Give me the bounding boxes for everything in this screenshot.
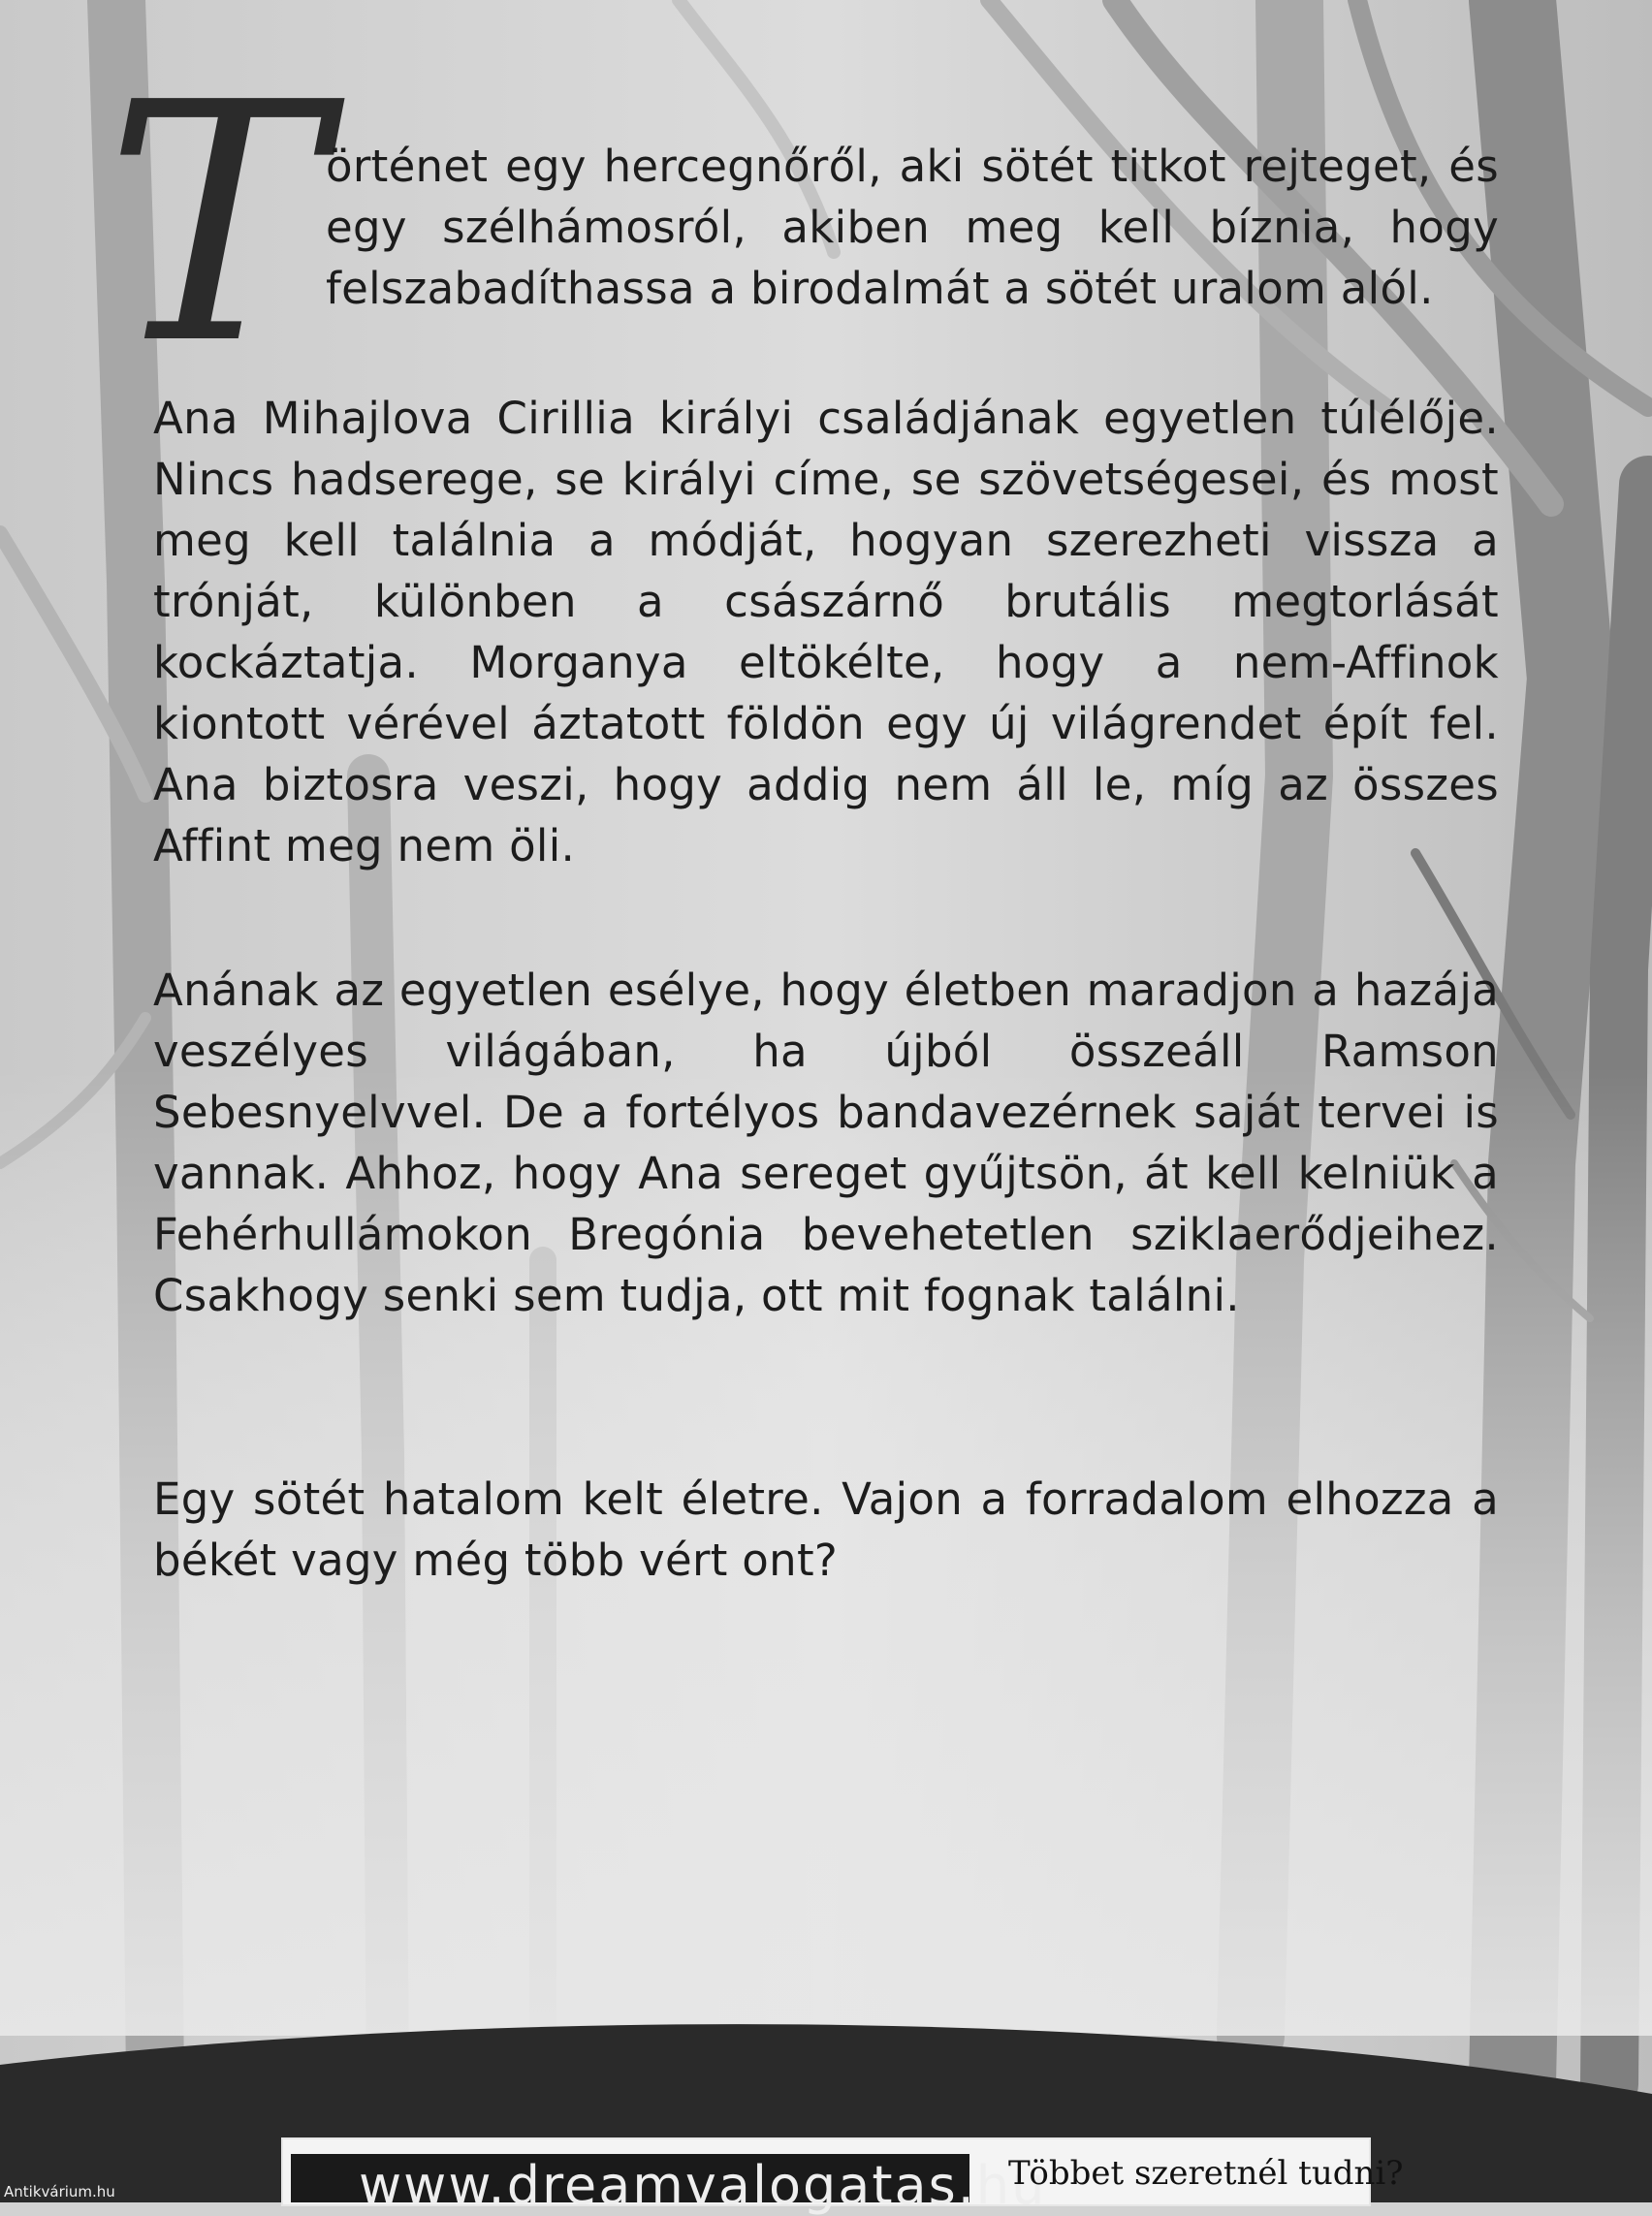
blurb-paragraph-1: örténet egy hercegnőről, aki sötét titkot rejteget, és egy szélhámosról, akiben meg kell bíznia, hogy felszabadíthassa a birodalmát a sötét uralom alól. [326, 141, 1499, 314]
more-info-text: Többet szeretnél tudni? [1008, 2154, 1404, 2193]
website-url: www.dreamvalogatas.hu [359, 2155, 1047, 2216]
blurb-paragraph-3: Anának az egyetlen esélye, hogy életben maradjon a hazája veszélyes világában, ha újból összeáll Ramson Sebesnyelvvel. De a fortélyos bandavezérnek saját tervei is vannak. Ahhoz, hogy Ana sereget gyűjtsön, át kell kelniük a Fehérhullámokon Bregónia bevehetetlen sziklaerődjeihez. Csakhogy senki sem tudja, ott mit fognak találni. [153, 965, 1499, 1321]
blurb-paragraph-4: Egy sötét hatalom kelt életre. Vajon a forradalom elhozza a békét vagy még több vért ont? [153, 1473, 1499, 1586]
dropcap-letter: T [105, 33, 325, 417]
watermark: Antikvárium.hu [4, 2183, 115, 2200]
website-banner [291, 2154, 1047, 2216]
blurb-paragraph-2: Ana Mihajlova Cirillia királyi családjának egyetlen túlélője. Nincs hadserege, se királyi címe, se szövetségesei, és most meg kell találnia a módját, hogyan szerezheti vissza a trónját, különben a császárnő brutális megtorlását kockáztatja. Morganya eltökélte, hogy a nem-Affinok kiontott vérével áztatott földön egy új világrendet épít fel. Ana biztosra veszi, hogy addig nem áll le, míg az összes Affint meg nem öli. [153, 393, 1499, 871]
